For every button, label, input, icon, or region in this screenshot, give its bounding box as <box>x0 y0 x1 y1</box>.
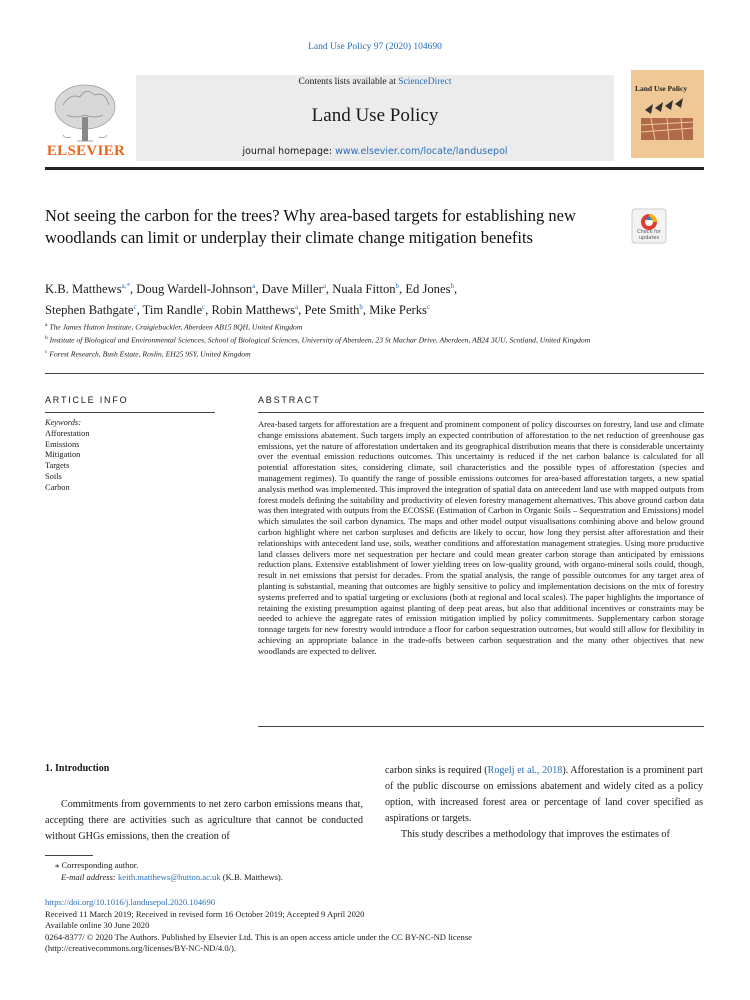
reference-link[interactable]: Rogelj et al., 2018 <box>487 765 563 776</box>
author-affiliation-mark[interactable]: b <box>395 282 400 290</box>
received-dates: Received 11 March 2019; Received in revised form 16 October 2019; Accepted 9 April 2020 <box>45 908 365 919</box>
author-affiliation-mark[interactable]: a <box>295 302 299 311</box>
contents-availability: Contents lists available at ScienceDirect <box>298 77 452 87</box>
publisher-logo-text: ELSEVIER <box>46 143 126 159</box>
keyword: Mitigation <box>45 450 81 460</box>
author-affiliation-mark[interactable]: c <box>426 302 431 311</box>
email-line: E-mail address: keith.matthews@hutton.ac.uk (K.B. Matthews). <box>61 871 283 882</box>
author-name[interactable]: Stephen Bathgate <box>45 302 134 317</box>
license-text: 0264-8377/ © 2020 The Authors. Published by Elsevier Ltd. This is an open access article under the CC BY-NC-ND license <box>45 931 472 942</box>
article-metadata-footer <box>45 897 704 955</box>
author-name[interactable]: Ed Jones <box>405 282 451 297</box>
author-name[interactable]: Dave Miller <box>261 282 323 297</box>
available-online: Available online 30 June 2020 <box>45 920 150 930</box>
author-affiliation-mark[interactable]: a <box>322 282 326 290</box>
author-affiliation-mark[interactable]: c <box>202 302 206 311</box>
keyword: Targets <box>45 461 70 471</box>
footnote <box>45 860 445 883</box>
author-name[interactable]: Tim Randle <box>142 302 203 317</box>
keyword: Emissions <box>45 439 80 449</box>
article-title: Not seeing the carbon for the trees? Why area-based targets for establishing new woodlands can limit or underplay their climate change mitigation benefits <box>45 206 576 247</box>
author-list: K.B. Matthews$^{a,*}$, Doug Wardell-Johnson$^a$, Dave Miller$^a$, Nuala Fitton$^b$, Ed Jones$^b$, Stephen Bathgate$^c$, Tim Randle$^c$, Robin Matthews$^a$, Pete Smith$^b$, Mike Perks$^c$ <box>45 282 458 317</box>
doi-link[interactable]: https://doi.org/10.1016/j.landusepol.2020.104690 <box>45 897 216 907</box>
body-column-left <box>45 797 363 845</box>
journal-title: Land Use Policy <box>311 105 439 126</box>
author-name[interactable]: Robin Matthews <box>211 302 296 317</box>
abstract-text: Area-based targets for afforestation are a frequent and prominent component of policy discourses on forestry, land use and climate change emissions abatement. Such targets imply an expected contribution of afforestation to the net reduction of greenhouse gas emissions, yet the nature of afforestation undertaken and its geographical distribution means that there is considerable uncertainty over the eventual emission reductions outcomes. This uncertainty is reduced if the net carbon balance is calculated for all potential afforestation sites, considering climate, soil characteristics and the possible types of afforestation (species and management regimes). To quantify the range of possible emissions outcomes for area-based afforestation targets, a new spatial analysis method was implemented. This improved the integration of spatial data on antecedent land use with mapped outputs from forest models defining the suitability and productivity of eleven forestry management alternatives. This above ground carbon data was then integrated with outputs from the ECOSSE (Estimation of Carbon in Organic Soils – Sequestration and Emissions) model which simulates the soil carbon dynamics. The maps and other model output visualisations combining above and below ground carbon highlight where net carbon surpluses and deficits are likely to occur, how long they persist after afforestation and their relationships with antecedent land use, soils, weather conditions and afforestation management strategies. Using more productive land classes delivers more net sequestration per hectare and could mean greater carbon storage than anticipated by emissions reduction plans. Extensive establishment of lower yielding trees on low-quality ground, with organo-mineral soils could, though, result in net emissions that persist for decades. From the spatial analysis, the range of possible outcomes for any target area of planting is substantial, meaning that outcomes are highly sensitive to policy and implementation decisions on the mix of forestry systems preferred and to spatial targeting or exclusions (both at regional and local scales). The paper highlights the importance of retaining the existing presumption against planting of deep peat areas, but also that additional incentives or constraints may be needed to achieve the aggregate rates of emission mitigation implied by policy commitments. Supplementary carbon storage tonnage targets for new forestry would introduce a floor for carbon sequestration outcomes, but would still allow for flexibility in achieving an appropriate balance in the trade-offs between carbon sequestration and the many other objectives that new woodlands are expected to deliver. <box>258 419 704 656</box>
author-name[interactable]: Mike Perks <box>369 302 427 317</box>
journal-citation[interactable]: Land Use Policy 97 (2020) 104690 <box>308 42 442 52</box>
body-paragraph: This study describes a methodology that improves the estimates of <box>401 829 670 841</box>
check-for-updates-label: Check for updates <box>637 229 661 241</box>
footnote-rule <box>45 855 93 856</box>
author-affiliation-mark[interactable]: a <box>252 282 256 290</box>
body-paragraph: carbon sinks is required (Rogelj et al., 2018). Afforestation is a prominent part of the public discourse on emissions abatement and widely cited as a policy option, with increased forest area or percentage of land cover specified as aspirations or targets. <box>385 765 703 825</box>
author-name[interactable]: Nuala Fitton <box>332 282 396 297</box>
corresponding-author-note: ⁎ Corresponding author. <box>55 860 139 870</box>
keyword: Afforestation <box>45 428 90 438</box>
sciencedirect-link[interactable]: ScienceDirect <box>398 77 452 87</box>
body-column-right <box>385 763 703 843</box>
keyword: Carbon <box>45 482 70 492</box>
affiliations <box>45 320 665 360</box>
abstract-bottom-rule <box>258 726 704 727</box>
cover-title: Land Use Policy <box>635 84 688 93</box>
affiliation-c: $^c$ Forest Research, Bush Estate, Roslin, EH25 9SY, United Kingdom <box>45 348 251 359</box>
abstract-rule <box>258 412 704 413</box>
author-affiliation-mark[interactable]: b <box>359 302 363 311</box>
affiliation-a: $^a$ The James Hutton Institute, Craigiebuckler, Aberdeen AB15 8QH, United Kingdom <box>45 322 303 332</box>
email-link[interactable]: keith.matthews@hutton.ac.uk <box>117 871 221 882</box>
cover-image-icon <box>631 70 704 158</box>
journal-homepage-link[interactable]: www.elsevier.com/locate/landusepol <box>335 146 508 157</box>
keywords-label: Keywords: <box>45 418 81 427</box>
header-rule <box>45 167 704 170</box>
affiliation-b: $^b$ Institute of Biological and Environmental Sciences, School of Biological Sciences, University of Aberdeen, 23 St Machar Drive, Aberdeen, AB24 3UU, Scotland, United Kingdom <box>45 335 591 345</box>
section-rule <box>45 373 704 374</box>
author-affiliation-mark[interactable]: a,* <box>121 282 130 290</box>
introduction-heading: 1. Introduction <box>45 763 110 774</box>
journal-homepage: journal homepage: www.elsevier.com/locate/landusepol <box>242 146 508 157</box>
license-url[interactable]: (http://creativecommons.org/licenses/BY-NC-ND/4.0/). <box>45 943 237 953</box>
journal-masthead <box>136 75 614 161</box>
author-affiliation-mark[interactable]: b <box>450 282 454 290</box>
journal-cover-thumbnail <box>631 70 704 158</box>
keyword: Soils <box>45 471 62 481</box>
abstract-heading: ABSTRACT <box>258 395 321 405</box>
keywords-block <box>45 418 215 494</box>
article-info-rule <box>45 412 215 413</box>
body-paragraph: Commitments from governments to net zero carbon emissions means that, accepting there are activities such as agriculture that cannot be conducted without GHGs emissions, then the creation of <box>45 799 363 843</box>
author-name[interactable]: Doug Wardell-Johnson <box>136 282 253 297</box>
author-affiliation-mark[interactable]: c <box>133 302 137 311</box>
author-name[interactable]: Pete Smith <box>304 302 360 317</box>
article-info-heading: ARTICLE INFO <box>45 395 129 405</box>
author-name[interactable]: K.B. Matthews <box>45 282 122 297</box>
